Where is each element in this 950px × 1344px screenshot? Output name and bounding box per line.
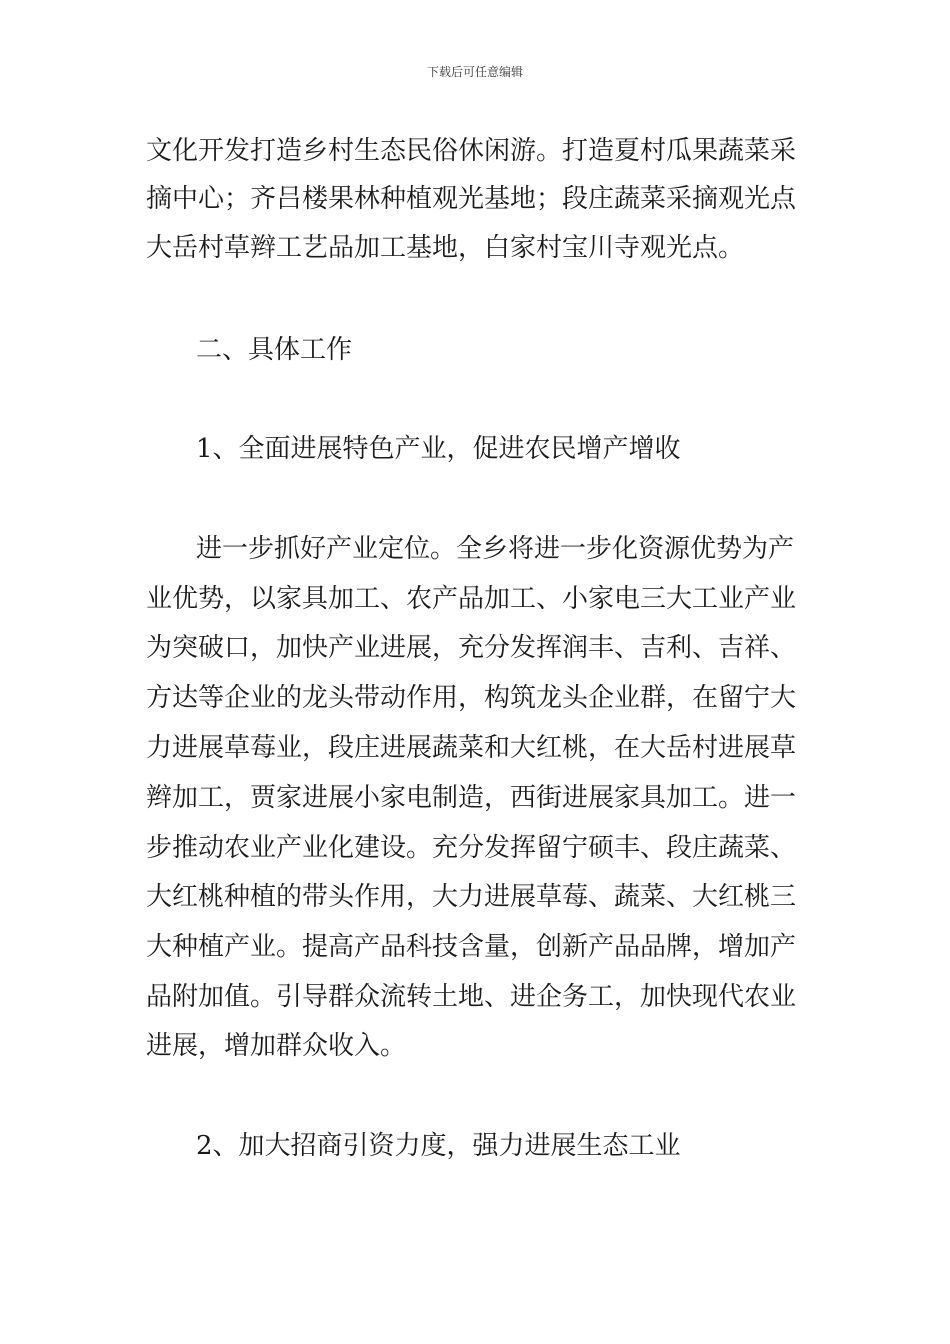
paragraph-line: 业优势，以家具加工、农产品加工、小家电三大工业产业 xyxy=(146,584,797,614)
paragraph-line: 品附加值。引导群众流转土地、进企务工，加快现代农业 xyxy=(146,982,797,1012)
paragraph-line: 文化开发打造乡村生态民俗休闲游。打造夏村瓜果蔬菜采 xyxy=(146,136,797,166)
paragraph-line: 摘中心；齐吕楼果林种植观光基地；段庄蔬菜采摘观光点 xyxy=(146,184,797,214)
paragraph-line: 进展，增加群众收入。 xyxy=(146,1031,407,1061)
paragraph-line: 力进展草莓业，段庄进展蔬菜和大红桃，在大岳村进展草 xyxy=(146,733,797,763)
subsection-heading: 2、加大招商引资力度，强力进展生态工业 xyxy=(196,1131,681,1161)
paragraph-line: 大种植产业。提高产品科技含量，创新产品品牌，增加产 xyxy=(146,932,797,962)
paragraph-line: 辫加工，贾家进展小家电制造，西街进展家具加工。进一 xyxy=(146,783,797,813)
section-heading: 二、具体工作 xyxy=(196,335,353,365)
paragraph-line: 大岳村草辫工艺品加工基地，白家村宝川寺观光点。 xyxy=(146,233,745,263)
paragraph-line: 进一步抓好产业定位。全乡将进一步化资源优势为产 xyxy=(196,534,795,564)
paragraph-line: 方达等企业的龙头带动作用，构筑龙头企业群，在留宁大 xyxy=(146,683,797,713)
subsection-heading: 1、全面进展特色产业，促进农民增产增收 xyxy=(196,434,681,464)
paragraph-line: 大红桃种植的带头作用，大力进展草莓、蔬菜、大红桃三 xyxy=(146,882,797,912)
paragraph-line: 为突破口，加快产业进展，充分发挥润丰、吉利、吉祥、 xyxy=(146,633,797,663)
paragraph-line: 步推动农业产业化建设。充分发挥留宁硕丰、段庄蔬菜、 xyxy=(146,833,797,863)
page-header-note: 下载后可任意编辑 xyxy=(426,65,523,79)
